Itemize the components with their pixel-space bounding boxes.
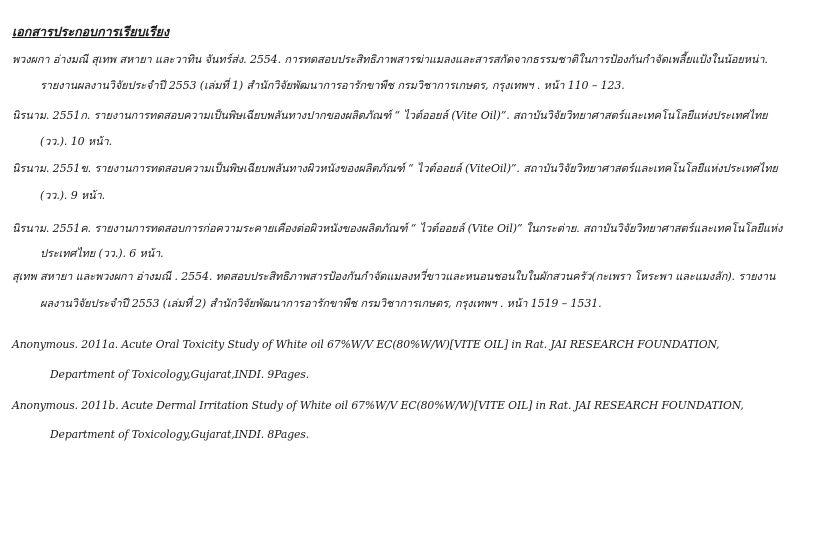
reference-entry bbox=[12, 221, 830, 262]
reference-entry bbox=[12, 161, 830, 204]
reference-line: Department of Toxicology,Gujarat,INDI. 9Pages. bbox=[50, 368, 310, 381]
reference-line: นิรนาม. 2551ข. รายงานการทดสอบความเป็นพิษเฉียบพลันทางผิวหนังของผลิตภัณฑ์ “ ไวต์ออยล์ (ViteOil)”. สถาบันวิจัยวิทยาศาสตร์และเทคโนโลยีแห่งประเทศไทย bbox=[12, 162, 778, 175]
reference-line: ผลงานวิจัยประจำปี 2553 (เล่มที่ 2) สำนักวิจัยพัฒนาการอารักขาพืช กรมวิชาการเกษตร, กรุงเทพฯ . หน้า 1519 – 1531. bbox=[40, 297, 602, 310]
reference-line: Department of Toxicology,Gujarat,INDI. 8Pages. bbox=[50, 428, 310, 441]
reference-entry bbox=[12, 337, 830, 383]
references-heading: เอกสารประกอบการเรียบเรียง bbox=[12, 24, 170, 39]
reference-entry bbox=[12, 269, 830, 312]
reference-line: สุเทพ สหายา และพวงผกา อ่างมณี . 2554. ทดสอบประสิทธิภาพสารป้องกันกำจัดแมลงหวี่ขาวและหนอนชอนใบในผักสวนครัว(กะเพรา โหระพา และแมงลัก). รายงาน bbox=[12, 270, 776, 283]
reference-line: ประเทศไทย (วว.). 6 หน้า. bbox=[40, 247, 164, 260]
reference-line: Anonymous. 2011a. Acute Oral Toxicity Study of White oil 67%W/V EC(80%W/W)[VITE OIL] in Rat. JAI RESEARCH FOUNDATION, bbox=[12, 338, 720, 351]
reference-line: รายงานผลงานวิจัยประจำปี 2553 (เล่มที่ 1) สำนักวิจัยพัฒนาการอารักขาพืช กรมวิชาการเกษตร, กรุงเทพฯ . หน้า 110 – 123. bbox=[40, 79, 625, 92]
reference-line: (วว.). 9 หน้า. bbox=[40, 189, 106, 202]
reference-entry bbox=[12, 108, 830, 150]
reference-entry bbox=[12, 398, 830, 443]
reference-line: Anonymous. 2011b. Acute Dermal Irritation Study of White oil 67%W/V EC(80%W/W)[VITE OIL] in Rat. JAI RESEARCH FOUNDATION, bbox=[12, 399, 744, 412]
reference-line: พวงผกา อ่างมณี สุเทพ สหายา และวาทิน จันทร์ส่ง. 2554. การทดสอบประสิทธิภาพสารฆ่าแมลงและสารสกัดจากธรรมชาติในการป้องกันกำจัดเพลี้ยแป้งในน้อยหน่า. bbox=[12, 53, 768, 66]
reference-line: นิรนาม. 2551ค. รายงานการทดสอบการก่อความระคายเคืองต่อผิวหนังของผลิตภัณฑ์ “ ไวต์ออยล์ (Vite Oil)” ในกระต่าย. สถาบันวิจัยวิทยาศาสตร์และเทคโนโลยีแห่ง bbox=[12, 222, 783, 235]
reference-line: (วว.). 10 หน้า. bbox=[40, 135, 112, 148]
reference-entry bbox=[12, 52, 830, 94]
reference-line: นิรนาม. 2551ก. รายงานการทดสอบความเป็นพิษเฉียบพลันทางปากของผลิตภัณฑ์ “ ไวต์ออยล์ (Vite Oil)”. สถาบันวิจัยวิทยาศาสตร์และเทคโนโลยีแห่งประเทศไทย bbox=[12, 109, 768, 122]
